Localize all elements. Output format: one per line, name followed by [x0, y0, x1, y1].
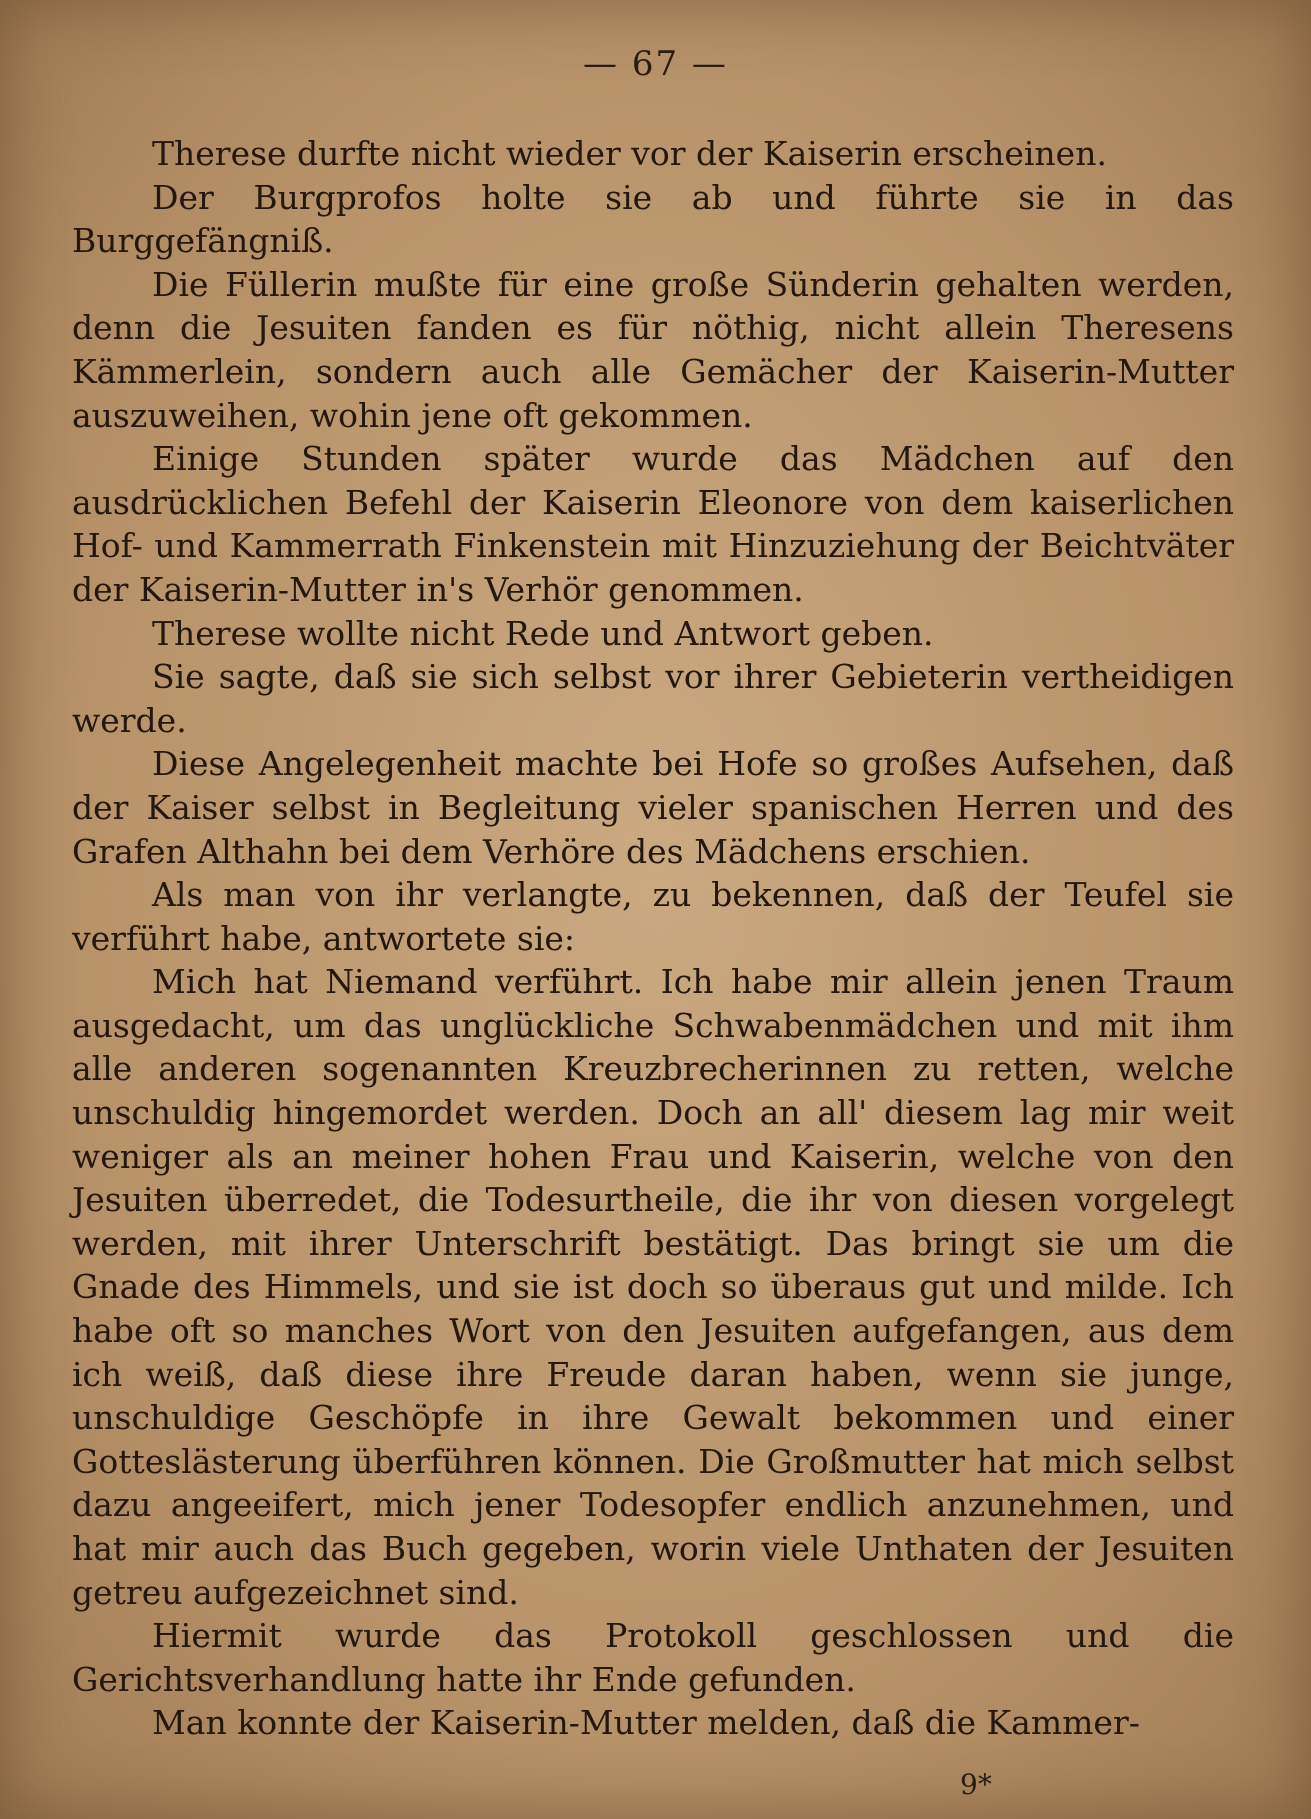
- paragraph: Die Füllerin mußte für eine große Sünderin gehalten werden, denn die Jesuiten fanden es für nöthig, nicht allein Theresens Kämmerlein, sondern auch alle Gemächer der Kaiserin-Mutter auszuweihen, wohin jene oft gekommen.: [72, 264, 1234, 435]
- printer-signature: 9*: [960, 1768, 992, 1801]
- paragraph: Hiermit wurde das Protokoll geschlossen und die Gerichtsverhandlung hatte ihr Ende gefunden.: [72, 1616, 1234, 1699]
- paragraph: Mich hat Niemand verführt. Ich habe mir allein jenen Traum ausgedacht, um das unglückliche Schwabenmädchen und mit ihm alle anderen sogenannten Kreuzbrecherinnen zu retten, welche unschuldig hingemordet werden. Doch an all' diesem lag mir weit weniger als an meiner hohen Frau und Kaiserin, welche von den Jesuiten überredet, die Todesurtheile, die ihr von diesen vorgelegt werden, mit ihrer Unterschrift bestätigt. Das bringt sie um die Gnade des Himmels, und sie ist doch so überaus gut und milde. Ich habe oft so manches Wort von den Jesuiten aufgefangen, aus dem ich weiß, daß diese ihre Freude daran haben, wenn sie junge, unschuldige Geschöpfe in ihre Gewalt bekommen und einer Gotteslästerung überführen können. Die Großmutter hat mich selbst dazu angeeifert, mich jener Todesopfer endlich anzunehmen, und hat mir auch das Buch gegeben, worin viele Unthaten der Jesuiten getreu aufgezeichnet sind.: [72, 962, 1234, 1612]
- paragraph: Man konnte der Kaiserin-Mutter melden, daß die Kammer-: [152, 1703, 1140, 1743]
- paragraph: Einige Stunden später wurde das Mädchen auf den ausdrücklichen Befehl der Kaiserin Eleonore von dem kaiserlichen Hof- und Kammerrath Finkenstein mit Hinzuziehung der Beichtväter der Kaiserin-Mutter in's Verhör genommen.: [72, 439, 1234, 609]
- page-number: — 67 —: [583, 44, 728, 84]
- body-text: [72, 132, 1234, 1745]
- paragraph: Diese Angelegenheit machte bei Hofe so großes Aufsehen, daß der Kaiser selbst in Begleitung vieler spanischen Herren und des Grafen Althahn bei dem Verhöre des Mädchens erschien.: [72, 744, 1234, 871]
- paragraph: Therese wollte nicht Rede und Antwort geben.: [152, 613, 934, 653]
- paragraph: Als man von ihr verlangte, zu bekennen, daß der Teufel sie verführt habe, antwortete sie:: [72, 875, 1234, 958]
- paragraph: Der Burgprofos holte sie ab und führte sie in das Burggefängniß.: [72, 177, 1234, 261]
- paragraph: Therese durfte nicht wieder vor der Kaiserin erscheinen.: [152, 134, 1107, 173]
- paragraph: Sie sagte, daß sie sich selbst vor ihrer Gebieterin vertheidigen werde.: [72, 657, 1234, 740]
